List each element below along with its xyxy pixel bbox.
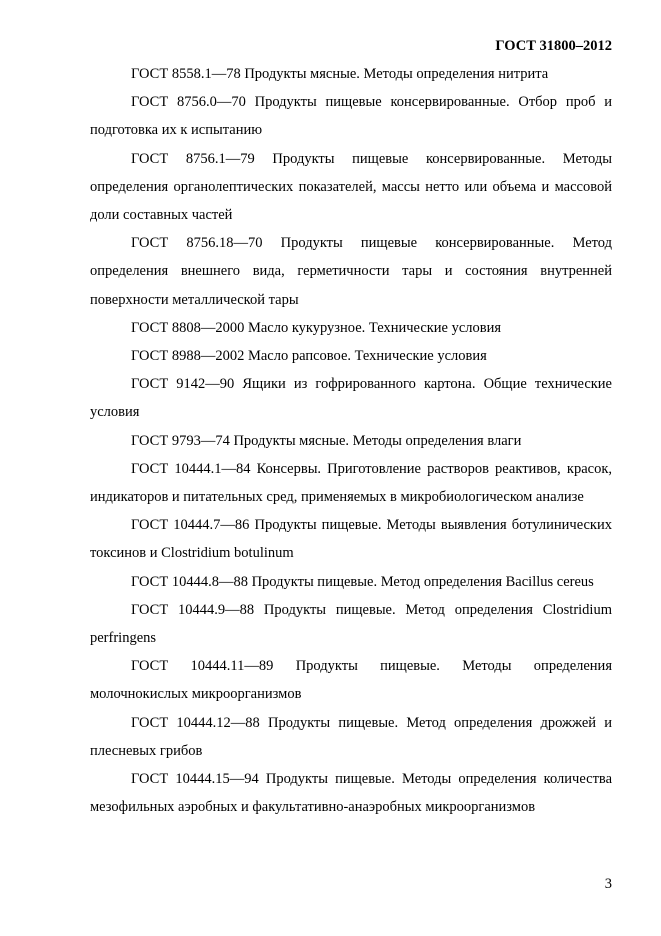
page-number: 3 bbox=[604, 876, 612, 892]
reference-entry: ГОСТ 8808—2000 Масло кукурузное. Технические условия bbox=[131, 319, 502, 336]
reference-entry: ГОСТ 8988—2002 Масло рапсовое. Технические условия bbox=[131, 348, 487, 365]
reference-entry: ГОСТ 9142—90 Ящики из гофрированного картона. Общие технические условия bbox=[90, 376, 612, 421]
reference-entry: ГОСТ 8756.0—70 Продукты пищевые консервированные. Отбор проб и подготовка их к испытанию bbox=[90, 94, 612, 139]
reference-entry: ГОСТ 10444.1—84 Консервы. Приготовление растворов реактивов, красок, индикаторов и питательных сред, применяемых в микробиологическом анализе bbox=[90, 460, 612, 506]
document-header: ГОСТ 31800–2012 bbox=[495, 38, 612, 54]
reference-entry: ГОСТ 10444.8—88 Продукты пищевые. Метод определения Bacillus cereus bbox=[131, 573, 594, 590]
references-list bbox=[90, 60, 612, 821]
reference-entry: ГОСТ 8756.18—70 Продукты пищевые консервированные. Метод определения внешнего вида, герметичности тары и состояния внутренней поверхности металлической тары bbox=[90, 235, 612, 308]
reference-entry: ГОСТ 10444.12—88 Продукты пищевые. Метод определения дрожжей и плесневых грибов bbox=[90, 714, 612, 759]
reference-entry: ГОСТ 8558.1—78 Продукты мясные. Методы определения нитрита bbox=[131, 66, 549, 82]
reference-entry: ГОСТ 10444.15—94 Продукты пищевые. Методы определения количества мезофильных аэробных и факультативно-анаэробных микроорганизмов bbox=[90, 771, 612, 816]
reference-entry: ГОСТ 10444.9—88 Продукты пищевые. Метод определения Clostridium perfringens bbox=[90, 601, 612, 647]
reference-entry: ГОСТ 10444.11—89 Продукты пищевые. Методы определения молочнокислых микроорганизмов bbox=[90, 658, 612, 703]
reference-entry: ГОСТ 10444.7—86 Продукты пищевые. Методы выявления ботулинических токсинов и Clostridium botulinum bbox=[90, 517, 612, 562]
reference-entry: ГОСТ 9793—74 Продукты мясные. Методы определения влаги bbox=[131, 432, 522, 449]
reference-entry: ГОСТ 8756.1—79 Продукты пищевые консервированные. Методы определения органолептических показателей, массы нетто или объема и массовой доли составных частей bbox=[90, 150, 612, 224]
